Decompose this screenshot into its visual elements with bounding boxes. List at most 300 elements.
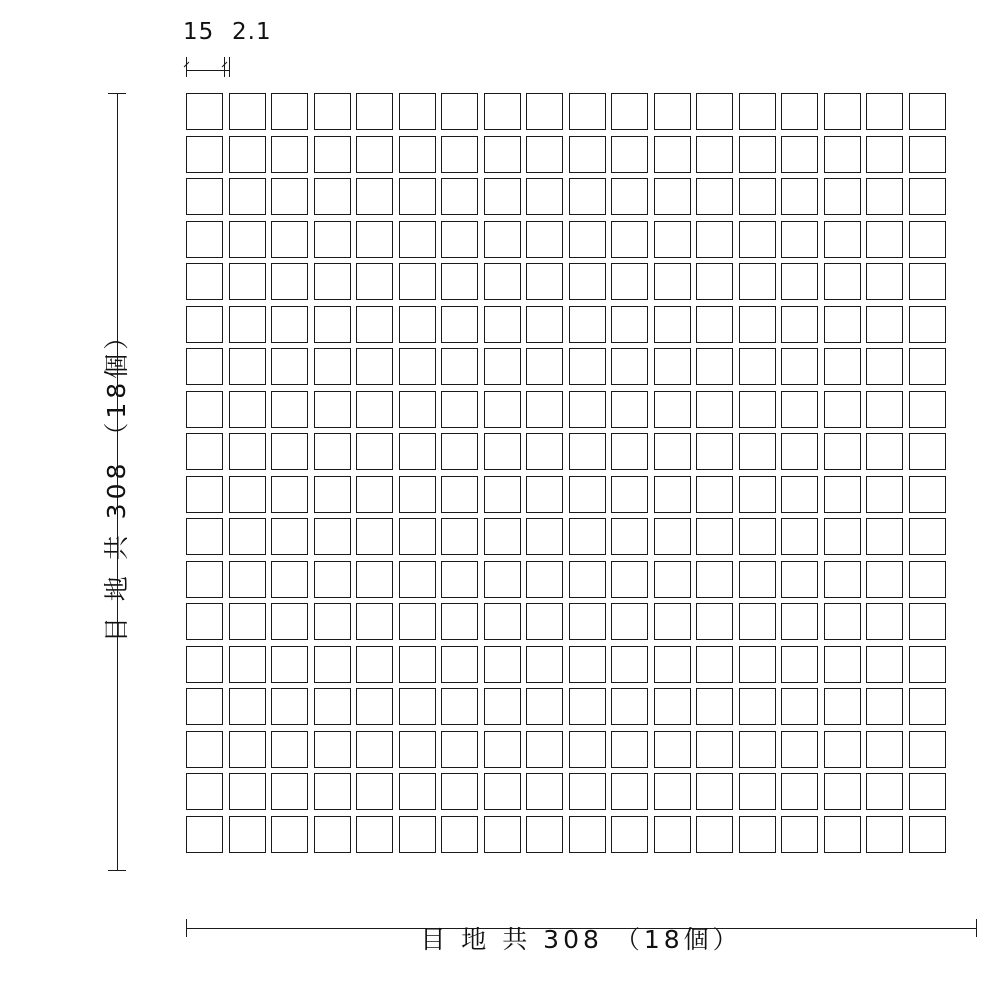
tile <box>909 603 946 640</box>
tile <box>484 816 521 853</box>
tile <box>271 178 308 215</box>
tile <box>569 646 606 683</box>
tile <box>654 178 691 215</box>
tile <box>569 816 606 853</box>
tile <box>356 433 393 470</box>
tile <box>484 773 521 810</box>
tile <box>909 178 946 215</box>
tile <box>314 178 351 215</box>
tile <box>484 731 521 768</box>
tile <box>611 263 648 300</box>
tile <box>186 348 223 385</box>
tile <box>781 773 818 810</box>
tile <box>356 688 393 725</box>
tile <box>356 263 393 300</box>
tile <box>271 561 308 598</box>
tile <box>399 136 436 173</box>
tile <box>484 221 521 258</box>
tile <box>356 136 393 173</box>
tile <box>314 391 351 428</box>
tile <box>739 263 776 300</box>
tile <box>611 178 648 215</box>
tile <box>229 348 266 385</box>
tile <box>186 178 223 215</box>
tile <box>271 646 308 683</box>
tile <box>611 391 648 428</box>
dimension-label-joint-width: 2.1 <box>232 19 272 45</box>
tile <box>909 646 946 683</box>
tile <box>739 221 776 258</box>
tile <box>399 391 436 428</box>
tile <box>271 348 308 385</box>
tile <box>186 263 223 300</box>
tile <box>909 93 946 130</box>
tile <box>739 348 776 385</box>
tile <box>781 306 818 343</box>
tile <box>909 221 946 258</box>
tile <box>526 773 563 810</box>
tile <box>526 731 563 768</box>
tile <box>314 433 351 470</box>
tile <box>569 348 606 385</box>
tile <box>526 136 563 173</box>
tile <box>526 306 563 343</box>
tile <box>824 136 861 173</box>
tile <box>484 476 521 513</box>
tile <box>824 816 861 853</box>
tile <box>399 178 436 215</box>
tile <box>399 263 436 300</box>
tile <box>739 646 776 683</box>
tile <box>399 518 436 555</box>
tile <box>569 93 606 130</box>
tile <box>186 433 223 470</box>
tile <box>271 603 308 640</box>
tile <box>909 816 946 853</box>
tile <box>229 688 266 725</box>
tile <box>526 178 563 215</box>
tile <box>186 476 223 513</box>
tile <box>484 306 521 343</box>
tile <box>526 476 563 513</box>
tile <box>569 731 606 768</box>
tile <box>484 561 521 598</box>
tile <box>356 646 393 683</box>
tile <box>186 391 223 428</box>
tile <box>484 603 521 640</box>
tile <box>654 603 691 640</box>
tile <box>909 688 946 725</box>
tile <box>441 136 478 173</box>
tile <box>441 518 478 555</box>
tile <box>356 93 393 130</box>
tile <box>526 263 563 300</box>
tile <box>611 561 648 598</box>
tile <box>696 731 733 768</box>
tile <box>314 773 351 810</box>
tile <box>186 221 223 258</box>
tile <box>824 476 861 513</box>
tile <box>186 93 223 130</box>
tile <box>611 518 648 555</box>
tile <box>314 603 351 640</box>
tile <box>271 731 308 768</box>
tile <box>399 306 436 343</box>
tile <box>739 476 776 513</box>
tile <box>781 731 818 768</box>
extension-line-middle <box>224 57 225 77</box>
tile <box>314 348 351 385</box>
tile <box>781 433 818 470</box>
tile <box>781 476 818 513</box>
tile <box>314 816 351 853</box>
tile <box>611 93 648 130</box>
tile <box>909 773 946 810</box>
tile <box>866 688 903 725</box>
tile <box>186 518 223 555</box>
tile <box>484 518 521 555</box>
tile <box>314 561 351 598</box>
tile <box>611 306 648 343</box>
tile <box>399 476 436 513</box>
tile <box>186 306 223 343</box>
tile <box>441 348 478 385</box>
tile <box>909 731 946 768</box>
tile <box>781 518 818 555</box>
tile <box>569 306 606 343</box>
tile <box>781 603 818 640</box>
tile <box>484 348 521 385</box>
tile <box>654 646 691 683</box>
tile <box>909 348 946 385</box>
tile <box>314 646 351 683</box>
tile <box>824 603 861 640</box>
tile <box>696 221 733 258</box>
tile <box>526 433 563 470</box>
tile <box>356 603 393 640</box>
tile <box>739 561 776 598</box>
tile <box>399 561 436 598</box>
tile <box>441 646 478 683</box>
tile <box>866 391 903 428</box>
tile <box>186 136 223 173</box>
tile <box>781 93 818 130</box>
tile <box>526 221 563 258</box>
tile <box>526 816 563 853</box>
tile <box>229 136 266 173</box>
tile <box>271 433 308 470</box>
tile <box>654 306 691 343</box>
tile <box>654 816 691 853</box>
tile <box>824 433 861 470</box>
tile <box>654 773 691 810</box>
tile <box>696 518 733 555</box>
tile <box>696 603 733 640</box>
tile <box>229 518 266 555</box>
tile <box>866 603 903 640</box>
tile <box>654 136 691 173</box>
tile <box>909 433 946 470</box>
tile <box>229 306 266 343</box>
tile <box>909 561 946 598</box>
tile <box>399 773 436 810</box>
tile <box>866 348 903 385</box>
tile <box>909 306 946 343</box>
tile <box>229 476 266 513</box>
tile <box>654 391 691 428</box>
tile <box>356 476 393 513</box>
tile <box>611 646 648 683</box>
tile <box>441 221 478 258</box>
tile <box>866 731 903 768</box>
tile <box>569 391 606 428</box>
tile <box>569 476 606 513</box>
tile <box>866 178 903 215</box>
tile <box>696 433 733 470</box>
tile <box>866 646 903 683</box>
tile <box>526 93 563 130</box>
tile <box>696 646 733 683</box>
tile <box>399 646 436 683</box>
tile <box>314 476 351 513</box>
tile <box>654 433 691 470</box>
tile <box>611 688 648 725</box>
tile <box>229 221 266 258</box>
tile <box>866 476 903 513</box>
tile <box>611 476 648 513</box>
tile <box>271 518 308 555</box>
tile <box>186 688 223 725</box>
tile <box>781 561 818 598</box>
tile <box>824 221 861 258</box>
tile <box>271 263 308 300</box>
tile <box>186 561 223 598</box>
tile <box>484 136 521 173</box>
tile <box>739 518 776 555</box>
tile <box>739 93 776 130</box>
tile <box>484 688 521 725</box>
tile <box>484 391 521 428</box>
tile <box>781 136 818 173</box>
tile <box>399 433 436 470</box>
tile <box>569 688 606 725</box>
tile <box>739 391 776 428</box>
tile <box>441 391 478 428</box>
tile <box>271 93 308 130</box>
tile <box>314 731 351 768</box>
tile <box>866 263 903 300</box>
tile <box>781 688 818 725</box>
tile <box>271 476 308 513</box>
tile <box>696 816 733 853</box>
tile <box>569 263 606 300</box>
tile <box>569 433 606 470</box>
tile <box>314 688 351 725</box>
tile <box>229 561 266 598</box>
tile <box>526 518 563 555</box>
tile <box>781 646 818 683</box>
tile <box>696 348 733 385</box>
tile <box>356 773 393 810</box>
tile <box>314 306 351 343</box>
tile <box>824 731 861 768</box>
tile <box>824 646 861 683</box>
tile <box>909 476 946 513</box>
tile <box>866 433 903 470</box>
tile <box>824 391 861 428</box>
tile <box>356 178 393 215</box>
tile <box>909 391 946 428</box>
tile <box>654 93 691 130</box>
tile <box>314 518 351 555</box>
tile <box>356 731 393 768</box>
tile <box>441 816 478 853</box>
dimension-label-tile-width: 15 <box>183 19 215 45</box>
tile <box>611 433 648 470</box>
tile <box>781 391 818 428</box>
tile <box>441 603 478 640</box>
tile <box>271 306 308 343</box>
tile <box>526 603 563 640</box>
dimension-label-left-overall: 目 地 共 308 （18個） <box>102 320 131 643</box>
tile <box>441 306 478 343</box>
tile <box>654 348 691 385</box>
tile <box>441 93 478 130</box>
tile <box>186 731 223 768</box>
tile <box>739 816 776 853</box>
tile <box>229 93 266 130</box>
tile <box>356 221 393 258</box>
tile <box>824 348 861 385</box>
tile <box>356 306 393 343</box>
tile <box>314 263 351 300</box>
tile <box>399 816 436 853</box>
tile <box>399 348 436 385</box>
tile <box>696 688 733 725</box>
tile <box>611 773 648 810</box>
tile <box>271 136 308 173</box>
tile <box>356 518 393 555</box>
tile <box>654 476 691 513</box>
tile <box>654 518 691 555</box>
tile <box>526 688 563 725</box>
tile <box>739 688 776 725</box>
tile <box>186 816 223 853</box>
tile <box>399 688 436 725</box>
tile <box>399 603 436 640</box>
tile <box>739 433 776 470</box>
tile <box>526 561 563 598</box>
dimension-cap-bottom-right <box>976 919 977 937</box>
dimension-label-bottom-overall: 目 地 共 308 （18個） <box>420 925 742 954</box>
tile <box>909 136 946 173</box>
tile <box>271 221 308 258</box>
tile <box>824 688 861 725</box>
tile <box>824 263 861 300</box>
tile <box>909 518 946 555</box>
tile <box>229 773 266 810</box>
tile <box>824 93 861 130</box>
tile <box>271 391 308 428</box>
tile <box>569 136 606 173</box>
tile <box>739 603 776 640</box>
tile <box>441 731 478 768</box>
tile <box>186 773 223 810</box>
tile <box>866 773 903 810</box>
tile <box>271 688 308 725</box>
tile <box>611 816 648 853</box>
tile <box>866 518 903 555</box>
tile <box>654 688 691 725</box>
tile <box>866 561 903 598</box>
tile <box>356 816 393 853</box>
tile <box>484 178 521 215</box>
tile <box>526 646 563 683</box>
tile-grid <box>186 93 951 858</box>
tile <box>356 561 393 598</box>
tile <box>569 561 606 598</box>
tile <box>696 561 733 598</box>
tile <box>526 391 563 428</box>
tile <box>611 348 648 385</box>
tile <box>441 263 478 300</box>
tile <box>781 816 818 853</box>
tile <box>569 178 606 215</box>
tile <box>271 816 308 853</box>
tile <box>441 688 478 725</box>
tile <box>441 476 478 513</box>
tile <box>824 773 861 810</box>
tile <box>781 221 818 258</box>
tile <box>441 178 478 215</box>
tile <box>229 391 266 428</box>
tile <box>229 178 266 215</box>
tile <box>229 603 266 640</box>
extension-line-right <box>229 57 230 77</box>
tile <box>484 433 521 470</box>
tile <box>484 263 521 300</box>
tile <box>696 773 733 810</box>
tile <box>866 816 903 853</box>
tile <box>569 603 606 640</box>
tile <box>484 646 521 683</box>
tile <box>739 136 776 173</box>
tile <box>356 348 393 385</box>
tile <box>611 136 648 173</box>
tile <box>696 476 733 513</box>
tile <box>866 93 903 130</box>
tile <box>654 561 691 598</box>
tile <box>781 263 818 300</box>
tile <box>399 221 436 258</box>
dimension-cap-left-bottom <box>108 870 126 871</box>
tile <box>611 221 648 258</box>
tile <box>866 136 903 173</box>
tile <box>739 731 776 768</box>
tile <box>441 773 478 810</box>
tile <box>314 93 351 130</box>
tile <box>229 646 266 683</box>
tile <box>229 731 266 768</box>
tile <box>526 348 563 385</box>
tile <box>696 93 733 130</box>
tile <box>909 263 946 300</box>
tile <box>399 93 436 130</box>
tile <box>271 773 308 810</box>
tile <box>441 561 478 598</box>
tile <box>611 731 648 768</box>
tile <box>696 391 733 428</box>
